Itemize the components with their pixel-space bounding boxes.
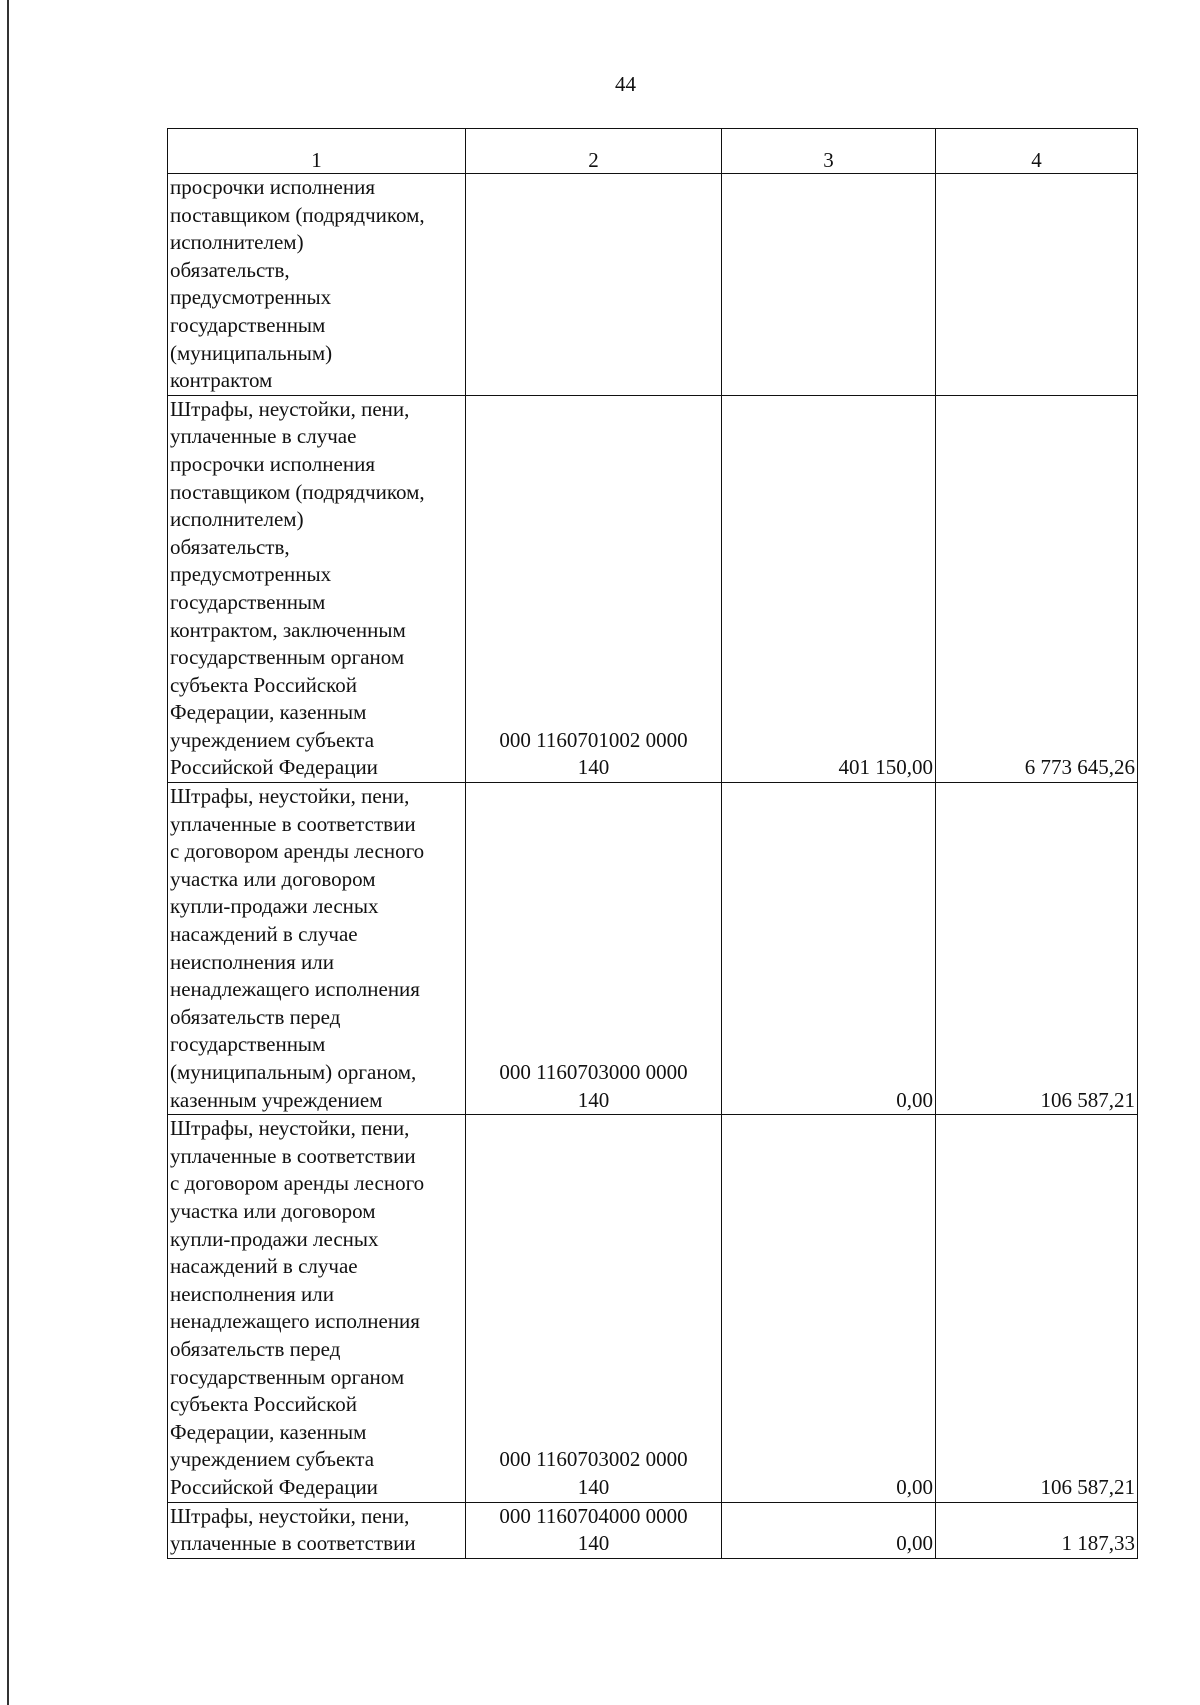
row-value-4: 1 187,33: [936, 1502, 1138, 1558]
row-description: Штрафы, неустойки, пени, уплаченные в соответствии с договором аренды лесного участка или договором купли-продажи лесных насаждений в случае неисполнения или ненадлежащего исполнения обязательств перед государственным (муниципальным) органом, казенным учреждением: [168, 783, 466, 1115]
table-row: [168, 395, 1138, 782]
row-code: 000 1160703002 0000 140: [466, 1115, 722, 1502]
row-value-4: 106 587,21: [936, 1115, 1138, 1502]
row-value-4: [936, 174, 1138, 396]
column-header-3: 3: [722, 129, 936, 174]
row-value-3: 0,00: [722, 1115, 936, 1502]
revenue-table: [167, 128, 1138, 1559]
table-header-row: [168, 129, 1138, 174]
column-header-4: 4: [936, 129, 1138, 174]
row-value-3: 0,00: [722, 783, 936, 1115]
row-description: Штрафы, неустойки, пени, уплаченные в соответствии: [168, 1502, 466, 1558]
column-header-2: 2: [466, 129, 722, 174]
row-description: просрочки исполнения поставщиком (подрядчиком, исполнителем) обязательств, предусмотренных государственным (муниципальным) контрактом: [168, 174, 466, 396]
row-value-3: 401 150,00: [722, 395, 936, 782]
row-code: [466, 174, 722, 396]
table-row: [168, 1502, 1138, 1558]
table-row: [168, 783, 1138, 1115]
table-row: [168, 1115, 1138, 1502]
row-value-4: 6 773 645,26: [936, 395, 1138, 782]
row-value-4: 106 587,21: [936, 783, 1138, 1115]
row-value-3: 0,00: [722, 1502, 936, 1558]
row-code: 000 1160704000 0000 140: [466, 1502, 722, 1558]
row-code: 000 1160701002 0000 140: [466, 395, 722, 782]
row-value-3: [722, 174, 936, 396]
column-header-1: 1: [168, 129, 466, 174]
page-edge-line: [7, 0, 9, 1705]
row-code: 000 1160703000 0000 140: [466, 783, 722, 1115]
table-row: [168, 174, 1138, 396]
row-description: Штрафы, неустойки, пени, уплаченные в случае просрочки исполнения поставщиком (подрядчиком, исполнителем) обязательств, предусмотренных государственным контрактом, заключенным государственным органом субъекта Российской Федерации, казенным учреждением субъекта Российской Федерации: [168, 395, 466, 782]
row-description: Штрафы, неустойки, пени, уплаченные в соответствии с договором аренды лесного участка или договором купли-продажи лесных насаждений в случае неисполнения или ненадлежащего исполнения обязательств перед государственным органом субъекта Российской Федерации, казенным учреждением субъекта Российской Федерации: [168, 1115, 466, 1502]
page-number: 44: [615, 72, 636, 96]
